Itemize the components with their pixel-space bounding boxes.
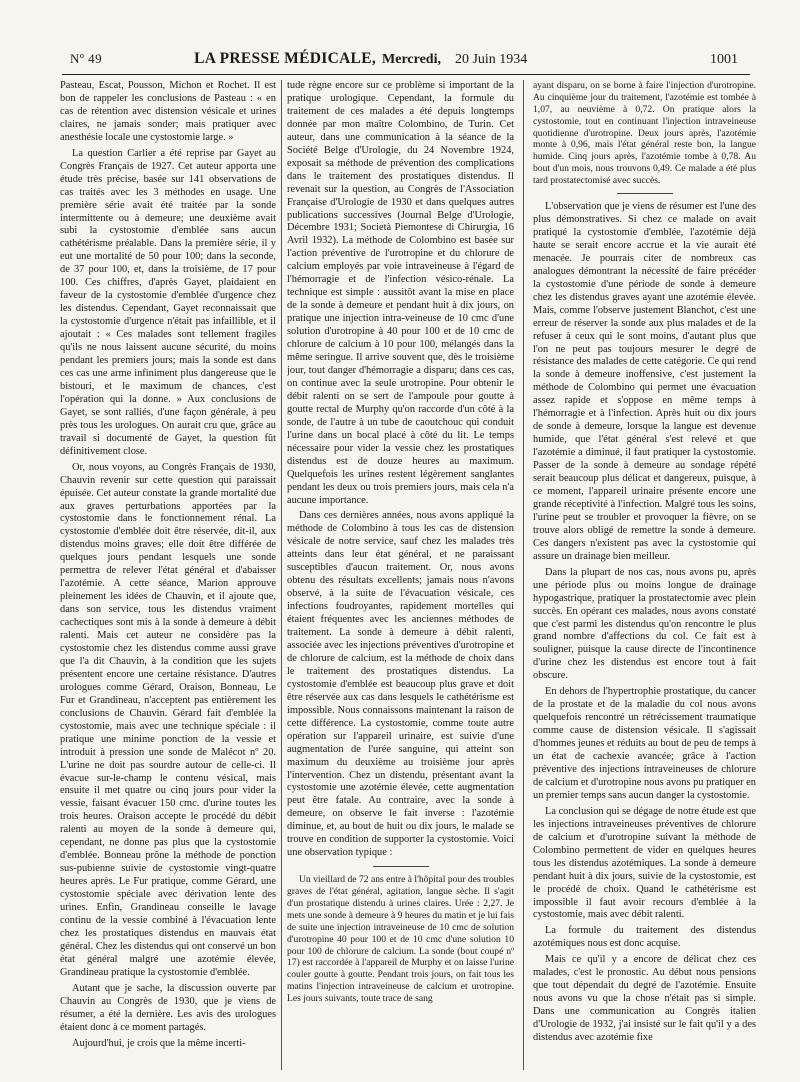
paragraph: Dans ces dernières années, nous avons appliqué la méthode de Colombino à tous les cas de distension vésicale de notre service, sauf chez les malades très atteints dans leur état général, et ne paraissant susceptibles d'aucun traitement. Or, nous avons obtenu des résultats excellents; jamais nous n'avons observé, à la suite de l'évacuation vésicale, ces infections foudroyantes, rapidement mortelles qui étaient fréquentes avec les anciennes méthodes de traitement. La sonde à demeure à débit ralenti, associée avec les injections préventives d'urotropine et de chlorure de calcium, est la méthode de choix dans le traitement des prostatiques distendus. La cystostomie d'emblée est beaucoup plus grave et doit être réservée aux cas dans lesquels le cathétérisme est impossible. Nous connaissons maintenant la raison de cette différence. La cystostomie, comme toute autre opération sur l'appareil urinaire, est suivie d'une augmentation de l'urée sanguine, qui atteint son maximum du deuxième au troisième jour après l'intervention. Chez un distendu, présentant avant la cystostomie une azotémie élevée, cette augmentation peut être fatale. Au contraire, avec la sonde à demeure, on observe le fait inverse : l'azotémie diminue, et, au bout de huit ou dix jours, le malade se trouve en condition de supporter la cystostomie. Voici une observation typique : [287, 510, 514, 859]
paragraph: Aujourd'hui, je crois que la même incerti- [72, 1037, 246, 1049]
page-header [70, 50, 738, 74]
column-divider [523, 80, 524, 1070]
case-observation-continued: ayant disparu, on se borne à faire l'injection d'urotropine. Au cinquième jour du traitement, l'azotémie est tombée à 1,07, au neuvième à 0,72. On pratique alors la cystostomie, tout en continuant l'injection intraveineuse quotidienne d'urotropine. Deux jours après, l'azotémie monte à 0,96, mais l'état général reste bon, la langue humide. Cinq jours après, l'azotémie tombe à 0,78. Au bout d'un mois, nous trouvons 0,49. Ce malade a été plus tard prostatectomisé avec succès. [533, 80, 756, 187]
column-left [60, 80, 276, 1070]
paragraph: Pasteau, Escat, Pousson, Michon et Rochet. Il est bon de rappeler les conclusions de Pasteau : « en cas de rétention avec distension vésicale et urines claires, ne jamais sonder; mais pratiquer avec anesthésie locale une cystostomie large. » [60, 80, 276, 143]
paragraph: Autant que je sache, la discussion ouverte par Chauvin au Congrès de 1930, que je viens de résumer, a été la dernière. Les avis des urologues étaient donc à ce moment partagés. [60, 982, 276, 1033]
issue-number: Nº 49 [70, 51, 103, 66]
journal-title: LA PRESSE MÉDICALE, [194, 50, 377, 67]
paragraph: En dehors de l'hypertrophie prostatique, du cancer de la prostate et de la maladie du col nous avons quelquefois rencontré un rétrécissement traumatique comme cause de distension vésicale. Il s'agissait d'hommes jeunes et réduits au bout de peu de temps à un état de cachexie avancée; grâce à l'action préventive des injections intraveineuses de chlorure de calcium et d'urotropine nous avons pu pratiquer en un premier temps sans aucun danger la cystostomie. [533, 686, 756, 801]
paragraph: tude règne encore sur ce problème si important de la pratique urologique. Cependant, la formule du traitement de ces malades a été depuis longtemps donnée par mon maître Colombino, de Turin. Cet auteur, dans une communication à la séance de la Société Belge d'Urologie, du 24 Novembre 1924, exposait sa méthode de prévention des complications dans le traitement des prostatiques distendus. Il revenait sur la question, au Congrès de l'Association Française d'Urologie de 1930 et dans quelques autres publications successives (Journal Belge d'Urologie, Décembre 1931; Società Piemontese di Chirurgia, 16 Avril 1932). La méthode de Colombino est basée sur l'action préventive de l'urotropine et du chlorure de calcium employés par voie intraveineuse à l'égard de l'hémorragie et de l'infection vésico-rénale. La technique est simple : aussitôt avant la mise en place de la sonde à demeure et pendant huit à dix jours, on pratique une injection intra-veineuse de 10 cmc d'une solution d'urotropine à 40 pour 100 et de 10 cmc de chlorure de calcium à 10 pour 100, mélangés dans la même seringue. Il arrive souvent que, dès le troisième jour, tout danger d'hémorragie a disparu; dans ces cas, on continue avec la seule urotropine. Pour obtenir le débit ralenti on se sert de l'ampoule pour goutte à goutte rectal de Murphy qu'on raccorde d'un côté à la sonde, de l'autre à un tube de caoutchouc qui conduit l'urine dans un bocal placé à côté du lit. Le temps nécessaire pour vider la vessie chez les prostatiques distendus est de douze heures au maximum. Quelquefois les urines restent légèrement sanglantes pendant les deux ou trois premiers jours, mais cela n'a aucune importance. [287, 80, 514, 506]
case-observation: Un vieillard de 72 ans entre à l'hôpital pour des troubles graves de l'état général, agitation, langue sèche. Il s'agit d'un prostatique distendu à urines claires. Urée : 2,27. Je mets une sonde à demeure à 9 heures du matin et je lui fais de suite une injection intraveineuse de 10 cmc de solution d'urotropine 40 pour 100 et de 10 cmc d'une solution 10 pour 100 de chlorure de calcium. La sonde (bout coupé nº 17) est raccordée à l'appareil de Murphy et on laisse l'urine couler goutte à goutte. Pendant trois jours, on fait tous les matins l'injection intraveineuse de calcium et urotropine. Les jours suivants, toute trace de sang [287, 874, 514, 1005]
paragraph: Mais ce qu'il y a encore de délicat chez ces malades, c'est le pronostic. Au début nous pensions que tout dépendait du degré de l'azotémie. Ensuite nous avons vu que la chose n'était pas si simple. Dans une communication au Congrès italien d'Urologie de 1932, j'ai insisté sur le fait qu'il y a des distendus avec azotémie fixe [533, 954, 756, 1044]
header-rule [62, 74, 750, 75]
page-number: 1001 [710, 52, 738, 67]
section-separator [373, 866, 429, 867]
column-middle [287, 80, 514, 1070]
issue-date: 20 Juin 1934 [454, 52, 528, 67]
column-right [533, 80, 756, 1070]
column-divider [281, 80, 282, 1070]
paragraph: Or, nous voyons, au Congrès Français de 1930, Chauvin revenir sur cette question qui paraissait épuisée. Cet auteur constate la grande mortalité due aux graves perturbations apportées par la cystostomie dans le fonctionnement rénal. La cystostomie d'emblée doit être réservée, dit-il, aux distendus moins graves; elle doit être différée de quelques jours pendant lesquels une sonde permettra de relever l'état général et d'abaisser l'azotémie. A cette séance, Marion approuve pleinement les idées de Chauvin, et il ajoute que, dans son service, tous les distendus vraiment cachectiques sont mis à la sonde à demeure à débit ralenti. Mais cet auteur ne considère pas la cystostomie chez les distendus comme aussi grave que l'a dit Chauvin, à la condition que les sujets présentent encore une certaine résistance. D'autres urologues comme Gérard, Oraison, Bonneau, Le Fur et Grandineau, n'acceptent pas entièrement les conclusions de Chauvin. Gérard fait d'emblée la cystostomie, mais avec une technique spéciale : il pratique une minime ponction de la vessie et introduit à pression une sonde de Malécot nº 20. L'urine ne doit pas sourdre autour de celle-ci. Il évacue sur-le-champ le contenu vésical, mais ensuite il met quatre ou cinq jours pour vider la vessie, faisant évacuer 150 cmc. d'urine toutes les trois heures. Oraison accepte le procédé du débit ralenti au moyen de la sonde à demeure qui, cependant, ne donne pas plus que la cystostomie d'emblée. Bonneau prône la méthode de ponction sus-pubienne suivie de cystostomie vingt-quatre heures après. Le Fur pratique, comme Gérard, une cystostomie spéciale avec dérivation lente des urines. Enfin, Grandineau conseille le lavage continu de la vessie combiné à l'évacuation lente chez les prostatiques distendus en mauvais état général. Chez les distendus qui ont conservé un bon état général malgré une azotémie élevée, Grandineau pratique la cystostomie d'emblée. [60, 461, 276, 978]
paragraph: L'observation que je viens de résumer est l'une des plus démonstratives. Si chez ce malade on avait pratiqué la cystostomie d'emblée, l'azotémie déjà haute se serait encore accrue et la vie aurait été menacée. Je pourrais citer de nombreux cas analogues démontrant la nécessité de faire précéder la cystostomie d'une période de sonde à demeure chez les distendus graves ayant une azotémie élevée. Mais, comme l'observe justement Blanchot, c'est une erreur de réserver la sonde aux plus malades et de la refuser à ceux qui le sont moins, d'autant plus que l'on ne peut pas toujours mesurer le degré de résistance des malades de cette catégorie. Ce qui rend la sonde à demeure inoffensive, c'est justement la méthode de Colombino qui permet une évacuation assez rapide et s'oppose en même temps à l'hémorragie et à l'infection. Après huit ou dix jours de sonde à demeure, lorsque la langue est devenue humide, que l'état général s'est relevé et que l'azotémie a diminué, il faut pratiquer la cystostomie. Passer de la sonde à demeure au sondage répété serait beaucoup plus délicat et dangereux, puisque, à ce moment, l'appareil urinaire présente encore une grande réceptivité à l'infection. Malgré tous les soins, l'urine peut se troubler et provoquer la fièvre, on se trouve alors obligé de remettre la sonde à demeure. Ces dangers n'existent pas avec la cystostomie qui assure un drainage bien meilleur. [533, 201, 756, 562]
issue-day: Mercredi, [382, 52, 441, 67]
paragraph: La conclusion qui se dégage de notre étude est que les injections intraveineuses préventives de chlorure de calcium et d'urotropine suivant la méthode de Colombino permettent de vider en quelques heures tous les distendus azotémiques. La sonde à demeure pendant huit à dix jours, suivie de la cystostomie, est le procédé de choix. Quand le cathétérisme est impossible il faut avoir recours d'emblée à la cystostomie, mais avec débit ralenti. [533, 805, 756, 921]
paragraph: Dans la plupart de nos cas, nous avons pu, après une période plus ou moins longue de drainage hypogastrique, pratiquer la prostatectomie avec plein succès. En opérant ces malades, nous avons constaté que c'est parmi les distendus qu'on rencontre le plus grand nombre d'affections du col. Ce fait est à souligner, puisque la cause directe de l'incontinence d'urine chez les distendus est encore tout à fait obscure. [533, 566, 756, 682]
paragraph: La question Carlier a été reprise par Gayet au Congrès Français de 1927. Cet auteur apporta une étude très précise, basée sur 141 observations de cas traités avec les 3 méthodes en usage. Une première série avait été traitée par la sonde intermittente ou à demeure; une deuxième avait subi la cystostomie d'emblée sans aucun cathétérisme préalable. Dans la première série, il y eut une mortalité de 50 pour 100; dans la seconde, de 37 pour 100, et, dans la troisième, de 17 pour 100. Ces chiffres, d'après Gayet, plaidaient en faveur de la cystostomie d'emblée d'urgence chez les distendus. Cependant, Gayet reconnaissait que la cystostomie d'urgence n'était pas infaillible, et il ajoutait : « Ces malades sont tellement fragiles qu'ils ne nous laissent aucune sécurité, du moins pendant les premiers jours; mais la sonde est dans ces cas une arme infiniment plus dangereuse que le bistouri, et le maximum de chances, c'est l'opération qui la donne. » Aux conclusions de Gayet, se sont ralliés, d'une façon générale, à peu près tous les urologues. On aurait cru que, grâce au travail si documenté de Gayet, la question fût définitivement close. [60, 147, 276, 457]
paragraph: La formule du traitement des distendus azotémiques nous est donc acquise. [533, 925, 756, 950]
section-separator [617, 193, 673, 194]
